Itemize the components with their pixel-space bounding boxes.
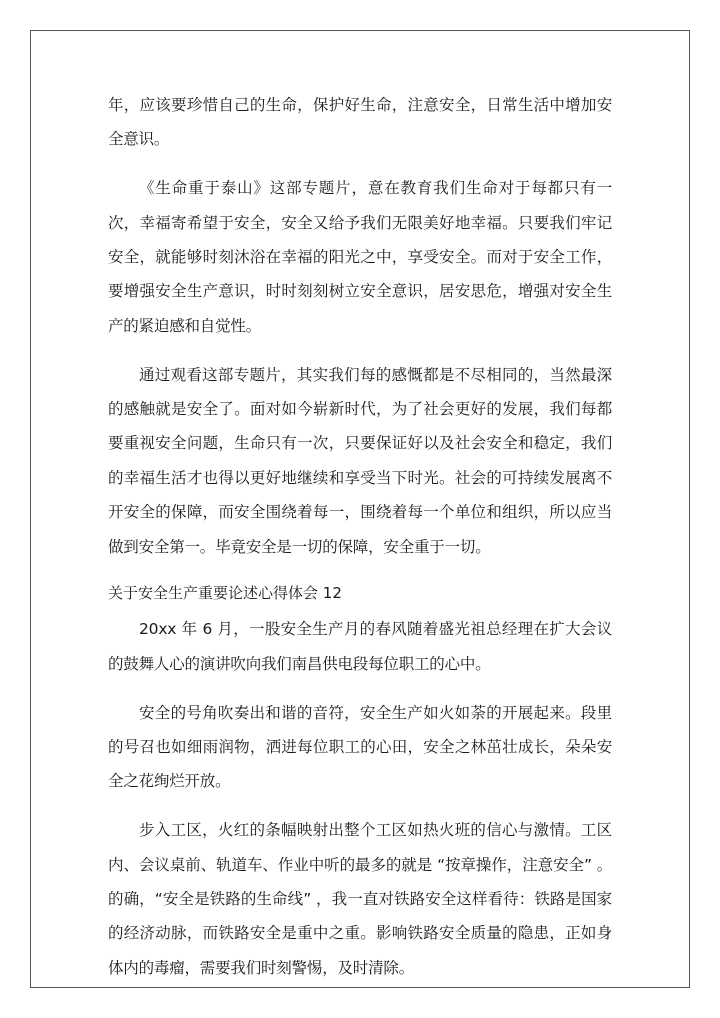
document-body [108,88,612,1000]
paragraph-safety-month: 20xx 年 6 月，一股安全生产月的春风随着盛光祖总经理在扩大会议的鼓舞人心的演讲吹向我们南昌供电段每位职工的心中。 [108,620,612,673]
paragraph-safety-horn: 安全的号角吹奏出和谐的音符，安全生产如火如荼的开展起来。段里的号召也如细雨润物，洒进每位职工的心田，安全之林茁壮成长，朵朵安全之花绚烂开放。 [108,703,612,791]
paragraph-film-feelings: 通过观看这部专题片，其实我们每的感慨都是不尽相同的，当然最深的感触就是安全了。面对如今崭新时代，为了社会更好的发展，我们每都要重视安全问题，生命只有一次，只要保证好以及社会安全和稳定，我们的幸福生活才也得以更好地继续和享受当下时光。社会的可持续发展离不开安全的保障，而安全围绕着每一，围绕着每一个单位和组织，所以应当做到安全第一。毕竟安全是一切的保障，安全重于一切。 [108,365,612,556]
paragraph-continuation: 年，应该要珍惜自己的生命，保护好生命，注意安全，日常生活中增加安全意识。 [108,96,612,149]
paragraph-film-reflection: 《生命重于泰山》这部专题片，意在教育我们生命对于每都只有一次，幸福寄希望于安全，安全又给予我们无限美好地幸福。只要我们牢记安全，就能够时刻沐浴在幸福的阳光之中，享受安全。而对于安全工作，要增强安全生产意识，时时刻刻树立安全意识，居安思危，增强对安全生产的紧迫感和自觉性。 [108,179,612,335]
paragraph-work-area: 步入工区，火红的条幅映射出整个工区如热火班的信心与激情。工区内、会议桌前、轨道车、作业中听的最多的就是 “按章操作，注意安全” 。的确，“安全是铁路的生命线” ，我一直对铁路安全这样看待：铁路是国家的经济动脉，而铁路安全是重中之重。影响铁路安全质量的隐患，正如身体内的毒瘤，需要我们时刻警惕，及时清除。 [108,821,612,977]
section-heading: 关于安全生产重要论述心得体会 12 [108,584,342,603]
